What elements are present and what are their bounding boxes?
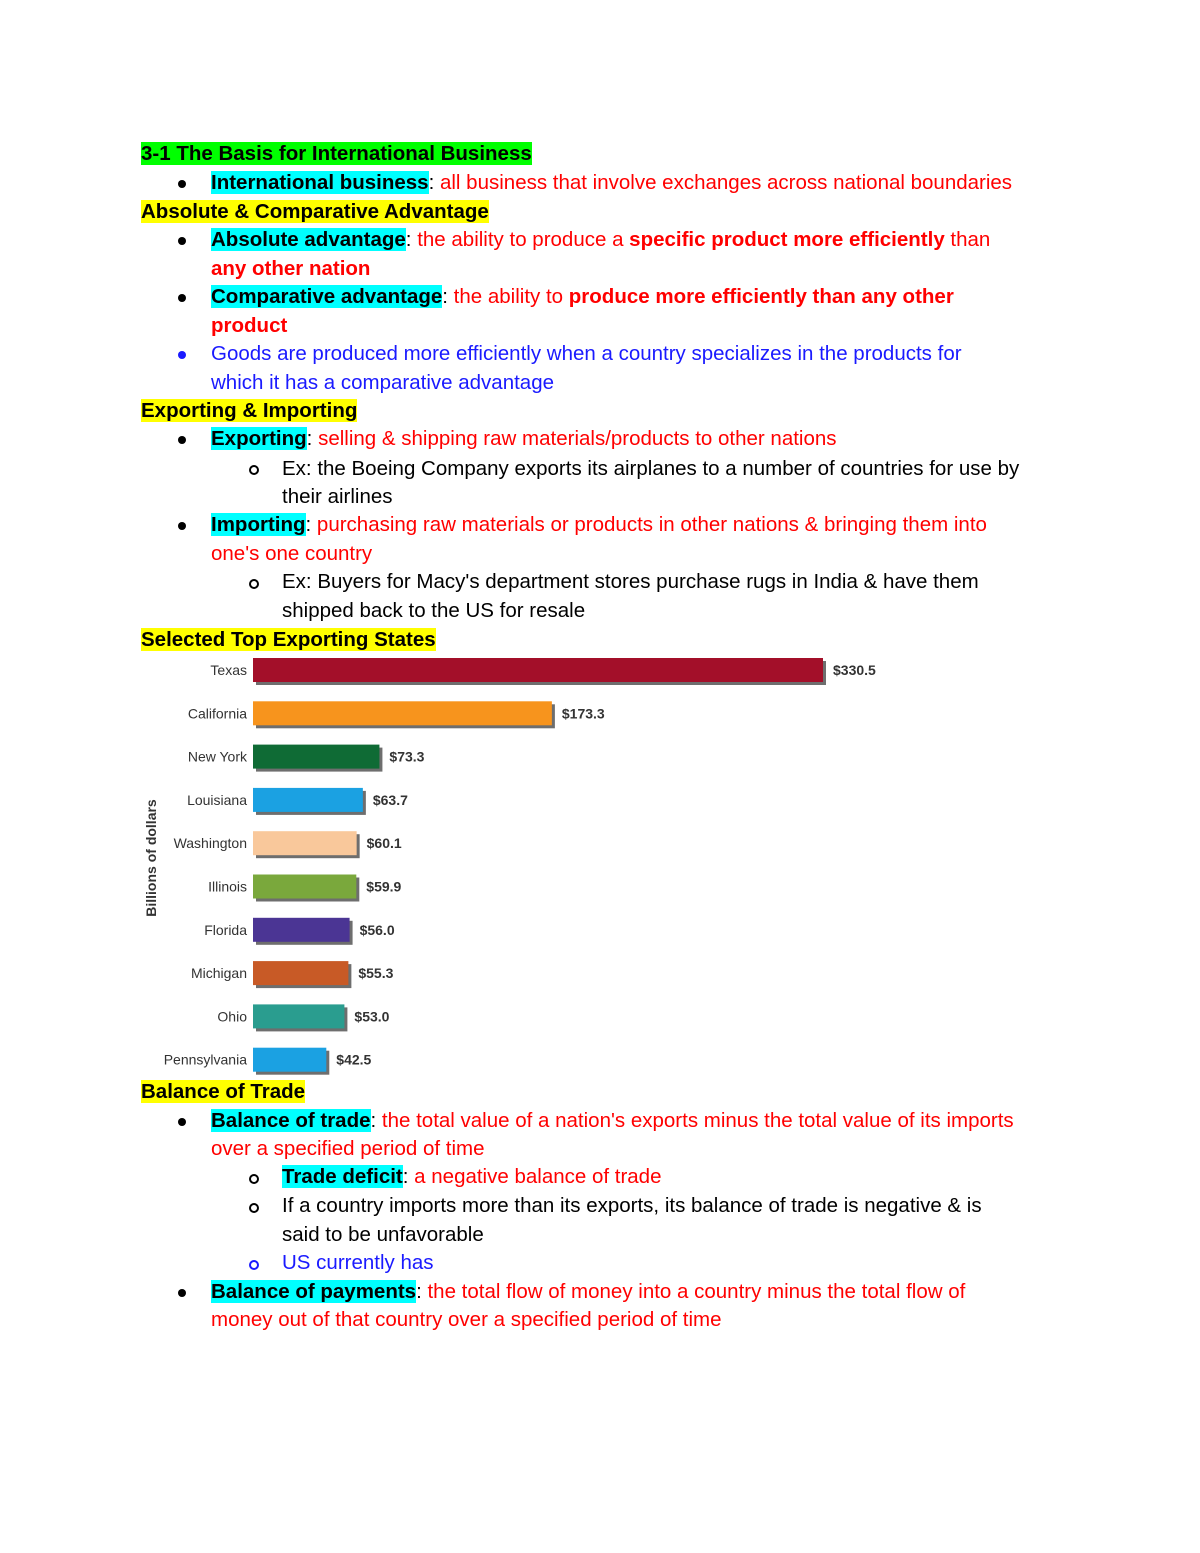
list-item-balance-of-trade: Balance of trade: the total value of a nation's exports minus the total value of its imports [211,1109,1014,1132]
sub-item-us-currently: US currently has [282,1251,434,1274]
bullet-icon [178,351,186,359]
bullet-icon [178,436,186,444]
sub-item-negative-balance-cont: said to be unfavorable [282,1223,484,1246]
category-label-florida: Florida [204,921,247,938]
section-heading-international-business: 3-1 The Basis for International Business [141,142,532,165]
list-item-absolute-advantage-cont: any other nation [211,257,371,280]
bar-new-york [253,745,379,769]
bar-washington [253,831,357,855]
bullet-icon [178,294,186,302]
category-label-louisiana: Louisiana [187,791,247,808]
list-item-exporting: Exporting: selling & shipping raw materials/products to other nations [211,427,837,450]
bullet-icon [178,1118,186,1126]
bullet-icon [178,180,186,188]
value-label-texas: $330.5 [833,662,876,678]
bar-louisiana [253,788,363,812]
list-item-comparative-advantage: Comparative advantage: the ability to produce more efficiently than any other [211,285,954,308]
value-label-louisiana: $63.7 [372,791,408,808]
category-label-california: California [187,705,247,722]
sub-bullet-icon [249,1260,259,1270]
bullet-icon [178,522,186,530]
section-heading-advantage: Absolute & Comparative Advantage [141,200,489,223]
sub-item-boeing-example-cont: their airlines [282,485,393,508]
section-heading-balance-of-trade: Balance of Trade [141,1080,306,1103]
sub-bullet-icon [249,1203,259,1213]
sub-item-trade-deficit: Trade deficit: a negative balance of trade [282,1165,662,1188]
value-label-new-york: $73.3 [389,748,425,765]
value-label-florida: $56.0 [359,921,395,938]
bar-california [253,701,552,725]
category-label-texas: Texas [210,662,247,678]
section-heading-exporting-importing: Exporting & Importing [141,399,358,422]
list-item-international-business: International business: all business that involve exchanges across national boundaries [211,171,1013,194]
sub-item-macys-example: Ex: Buyers for Macy's department stores purchase rugs in India & have them [282,570,979,593]
list-item-comparative-advantage-cont: product [211,314,288,337]
section-heading-exporting-states: Selected Top Exporting States [141,628,436,651]
bar-illinois [253,875,356,899]
sub-item-macys-example-cont: shipped back to the US for resale [282,599,586,622]
category-label-ohio: Ohio [217,1008,247,1025]
bullet-icon [178,237,186,245]
value-label-illinois: $59.9 [366,878,402,895]
value-label-ohio: $53.0 [354,1008,390,1025]
value-label-pennsylvania: $42.5 [336,1051,372,1068]
list-item-absolute-advantage: Absolute advantage: the ability to produce a specific product more efficiently than [211,228,991,251]
list-item-goods-efficiency: Goods are produced more efficiently when a country specializes in the products for [211,342,962,365]
bar-michigan [253,961,348,985]
y-axis-title: Billions of dollars [143,799,159,917]
list-item-balance-of-payments: Balance of payments: the total flow of money into a country minus the total flow of [211,1280,966,1303]
bar-pennsylvania [253,1048,326,1072]
value-label-michigan: $55.3 [358,965,394,982]
list-item-importing-cont: one's one country [211,542,373,565]
exporting-states-bar-chart [140,650,900,1075]
sub-item-boeing-example: Ex: the Boeing Company exports its airplanes to a number of countries for use by [282,457,1020,480]
bullet-icon [178,1289,186,1297]
bar-texas [253,658,823,682]
sub-bullet-icon [249,465,259,475]
list-item-balance-of-trade-cont: over a specified period of time [211,1137,485,1160]
list-item-balance-of-payments-cont: money out of that country over a specified period of time [211,1308,722,1331]
value-label-washington: $60.1 [366,835,402,852]
list-item-importing: Importing: purchasing raw materials or products in other nations & bringing them into [211,513,987,536]
value-label-california: $173.3 [561,705,605,722]
category-label-new-york: New York [187,748,247,765]
category-label-pennsylvania: Pennsylvania [163,1051,247,1068]
bar-group [164,658,876,1075]
bar-ohio [253,1004,344,1028]
sub-bullet-icon [249,1174,259,1184]
sub-bullet-icon [249,579,259,589]
sub-item-negative-balance: If a country imports more than its exports, its balance of trade is negative & is [282,1194,982,1217]
category-label-michigan: Michigan [190,965,247,982]
category-label-washington: Washington [173,835,247,852]
category-label-illinois: Illinois [208,878,247,895]
list-item-goods-efficiency-cont: which it has a comparative advantage [211,371,555,394]
bar-florida [253,918,350,942]
